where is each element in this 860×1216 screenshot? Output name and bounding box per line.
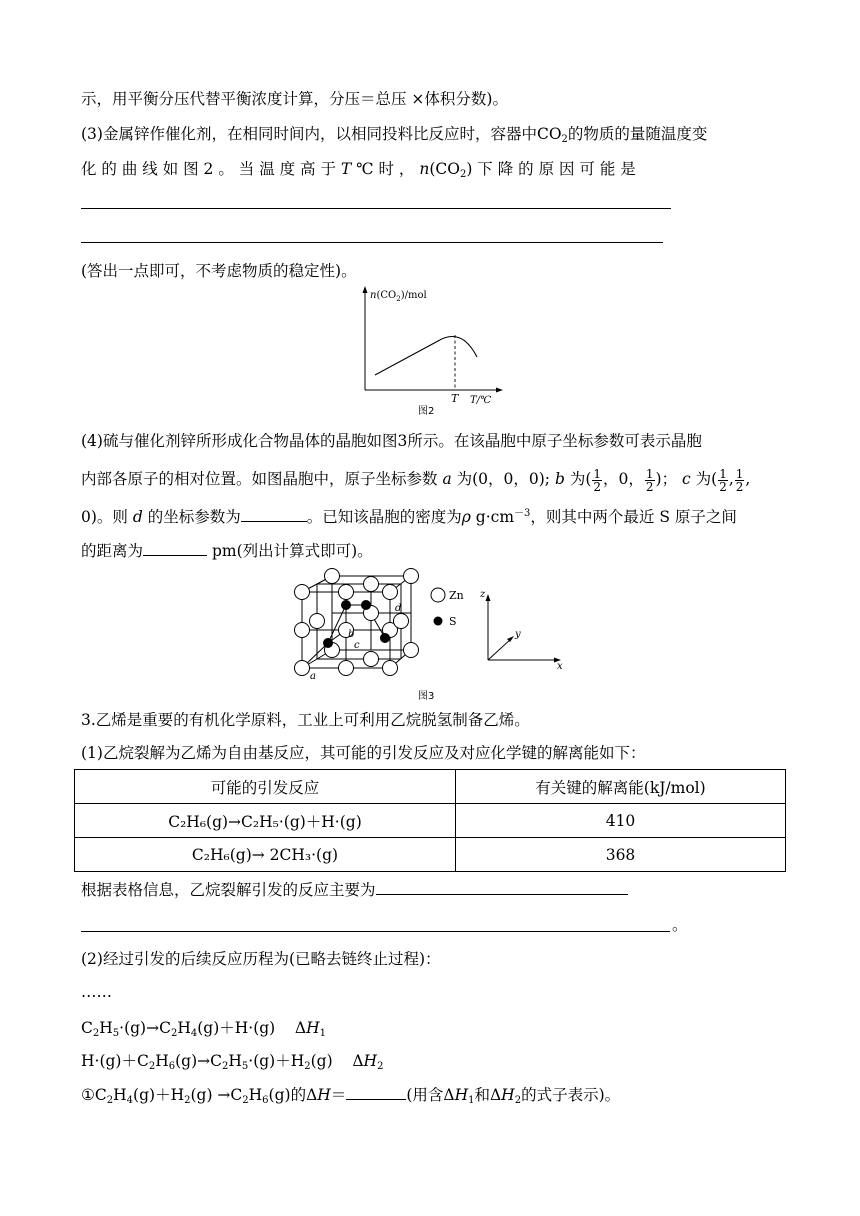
denominator: 2 [735, 479, 744, 494]
text-part: ) 下 降 的 原 因 可 能 是 [466, 160, 636, 178]
text: pm(列出计算式即可)。 [207, 542, 373, 560]
numerator: 1 [735, 466, 744, 481]
t: ·(g)＋H [248, 1052, 305, 1070]
question-3-intro: 3.乙烯是重要的有机化学原料，工业上可利用乙烷脱氢制备乙烯。 [81, 711, 530, 729]
reaction-1 [81, 1017, 326, 1039]
sub: 2 [170, 1028, 178, 1039]
subscript: 2 [459, 169, 467, 180]
figure-3-caption: 图3 [418, 691, 435, 702]
header-reaction: 可能的引发反应 [75, 770, 456, 804]
label-d: d [395, 603, 402, 614]
sub: 5 [112, 1028, 120, 1039]
zn-atom [339, 585, 354, 600]
t: H [113, 1086, 127, 1104]
t: (g)＋H [133, 1086, 185, 1104]
var-H: H [317, 1086, 331, 1104]
legend-s-marker [434, 617, 443, 626]
s-atom [323, 638, 333, 648]
sub: 2 [304, 1061, 311, 1072]
t: (用含Δ [406, 1086, 455, 1104]
question-4-line2 [81, 464, 750, 494]
answer-note: (答出一点即可，不考虑物质的稳定性)。 [81, 262, 357, 280]
zn-atom [325, 569, 340, 584]
sub: 1 [319, 1028, 327, 1039]
t: H [248, 1086, 263, 1104]
x-tick-T: T [451, 392, 459, 405]
t: H [155, 1052, 169, 1070]
t: (g)＋H·(g) Δ [197, 1019, 307, 1037]
numerator: 1 [593, 466, 602, 481]
subscript: 2 [561, 134, 568, 145]
denominator: 2 [593, 479, 602, 494]
ellipsis: …… [81, 983, 112, 1001]
t: H [99, 1019, 113, 1037]
text: 0)。则 [81, 508, 133, 526]
coordinate-axes [488, 597, 558, 660]
s-atom [341, 600, 351, 610]
var-n: n [419, 160, 430, 178]
numerator: 1 [645, 466, 654, 481]
sub: 6 [168, 1061, 176, 1072]
t: H [177, 1019, 191, 1037]
zn-atom [364, 652, 379, 667]
axis-y-label: y [515, 629, 521, 640]
answer-blank-line-1[interactable] [81, 208, 671, 209]
x-arrow [496, 388, 503, 393]
text-part: ℃ 时 ， [351, 160, 420, 178]
z-arrow [486, 594, 491, 601]
t: ＝ [330, 1086, 347, 1104]
x-axis-label: T/℃ [470, 395, 492, 406]
zn-atom [339, 661, 354, 676]
figure-3-crystal-cell [290, 565, 580, 703]
header-energy: 有关键的解离能(kJ/mol) [456, 770, 786, 804]
question-3-3-line2 [81, 158, 780, 180]
zn-atom [383, 585, 398, 600]
var-H: H [363, 1052, 378, 1070]
var-T: T [340, 160, 352, 178]
t: C [81, 1019, 93, 1037]
dissociation-energy-table [74, 769, 786, 872]
fraction-half [718, 468, 728, 493]
text: 为(0，0，0); [451, 470, 555, 488]
question-3-2-1 [81, 1084, 620, 1106]
s-atom [361, 600, 371, 610]
answer-blank-distance[interactable] [143, 541, 207, 556]
text [81, 158, 636, 180]
t: (g) Δ [310, 1052, 364, 1070]
cell-energy: 410 [456, 804, 786, 838]
zn-atom [364, 577, 379, 592]
cell-energy: 368 [456, 838, 786, 872]
var-a: a [442, 470, 452, 488]
superscript: －3 [514, 507, 531, 519]
after-table-text [81, 879, 628, 901]
text: 的物质的量随温度变 [567, 125, 708, 143]
var-rho: ρ [461, 508, 471, 526]
sub: 2 [377, 1061, 384, 1072]
question-4-line4 [81, 540, 373, 562]
sub: 6 [262, 1095, 269, 1106]
fraction-half [735, 468, 745, 493]
axis-z-label: z [480, 589, 486, 600]
text: , [728, 470, 734, 488]
sub: 4 [126, 1095, 134, 1106]
t: (g) →C [190, 1086, 243, 1104]
text: 的距离为 [81, 542, 144, 560]
question-3-2: (2)经过引发的后续反应历程为(已略去链终止过程)： [81, 950, 441, 968]
t: H·(g)＋C [81, 1052, 149, 1070]
text: , [745, 470, 751, 488]
t: H [228, 1052, 242, 1070]
text-line-partial-pressure: 示，用平衡分压代替平衡浓度计算，分压＝总压 ×体积分数)。 [81, 90, 508, 108]
table-header-row [75, 770, 786, 804]
cell-reaction: C₂H₆(g)→C₂H₅·(g)＋H·(g) [75, 804, 456, 838]
question-4-line3 [81, 506, 737, 528]
zn-atom [310, 614, 325, 629]
denominator: 2 [719, 479, 727, 494]
answer-blank-main-reaction[interactable] [376, 880, 628, 895]
answer-blank-deltaH[interactable] [346, 1085, 406, 1100]
text: 的坐标参数为 [142, 508, 241, 526]
zn-atom [295, 661, 310, 676]
t: ·(g)→C [119, 1019, 171, 1037]
question-4-line1: (4)硫与催化剂锌所形成化合物晶体的晶胞如图3所示。在该晶胞中原子坐标参数可表示晶胞 [81, 432, 702, 450]
y-arrow [363, 286, 368, 293]
numerator: 1 [719, 466, 727, 481]
legend-zn-marker [431, 588, 445, 602]
co2-curve [375, 337, 477, 376]
axis-x-label: x [557, 661, 563, 672]
y-axis-label: $n(CO_2)$/mol [370, 290, 427, 303]
figure-2-graph [350, 283, 510, 418]
sub: 2 [92, 1028, 100, 1039]
zn-atom [394, 614, 409, 629]
sub: 2 [148, 1061, 156, 1072]
table-row [75, 804, 786, 838]
text: 为( [690, 470, 718, 488]
sub: 2 [514, 1095, 522, 1106]
answer-blank-line-2[interactable] [81, 242, 663, 243]
text-part: 化 的 曲 线 如 图 2 。 当 温 度 高 于 [81, 160, 341, 178]
t: (g)的Δ [268, 1086, 318, 1104]
sub: 4 [190, 1028, 198, 1039]
question-3-3-line1 [81, 123, 707, 145]
cell-reaction: C₂H₆(g)→ 2CH₃·(g) [75, 838, 456, 872]
var-c: c [682, 470, 691, 488]
legend-zn-label: Zn [449, 589, 464, 602]
zn-atom [295, 623, 310, 638]
label-b: b [348, 629, 355, 640]
text: ，0， [603, 470, 644, 488]
text: 根据表格信息，乙烷裂解引发的反应主要为 [81, 881, 376, 899]
var-b: b [554, 470, 565, 488]
text-part: (CO [429, 160, 460, 178]
t: 和Δ [474, 1086, 502, 1104]
zn-atom [383, 661, 398, 676]
text: g·cm [470, 508, 515, 526]
text: )； [655, 470, 683, 488]
var-H: H [306, 1019, 320, 1037]
var-H: H [454, 1086, 469, 1104]
fraction-half [592, 468, 602, 493]
sub: 2 [242, 1095, 249, 1106]
legend-s-label: S [449, 615, 457, 628]
figure-2-caption: 图2 [418, 406, 435, 417]
text: (3)金属锌作催化剂，在相同时间内，以相同投料比反应时，容器中CO [81, 125, 562, 143]
t: ①C [81, 1086, 107, 1104]
t: 的式子表示)。 [521, 1086, 621, 1104]
fraction-half [645, 468, 655, 493]
denominator: 2 [645, 479, 654, 494]
reaction-2 [81, 1050, 383, 1072]
zn-atom [404, 643, 419, 658]
text: ，则其中两个最近 S 原子之间 [530, 508, 737, 526]
text: 。已知该晶胞的密度为 [306, 508, 462, 526]
text: 内部各原子的相对位置。如图晶胞中，原子坐标参数 [81, 470, 443, 488]
zn-atom [404, 569, 419, 584]
text: 为( [564, 470, 592, 488]
var-d: d [132, 508, 143, 526]
zn-atom [295, 585, 310, 600]
var-H: H [501, 1086, 515, 1104]
period: 。 [672, 916, 688, 934]
sub: 2 [221, 1061, 229, 1072]
sub: 2 [184, 1095, 191, 1106]
label-c: c [354, 640, 360, 651]
sub: 5 [241, 1061, 249, 1072]
label-a: a [310, 671, 316, 682]
answer-blank-d[interactable] [241, 507, 307, 522]
answer-blank-line-3[interactable] [81, 931, 670, 932]
question-3-1: (1)乙烷裂解为乙烯为自由基反应，其可能的引发反应及对应化学键的解离能如下： [81, 744, 646, 762]
sub: 1 [468, 1095, 475, 1106]
t: (g)→C [175, 1052, 222, 1070]
table-row [75, 838, 786, 872]
sub: 2 [106, 1095, 114, 1106]
s-atom [380, 633, 390, 643]
